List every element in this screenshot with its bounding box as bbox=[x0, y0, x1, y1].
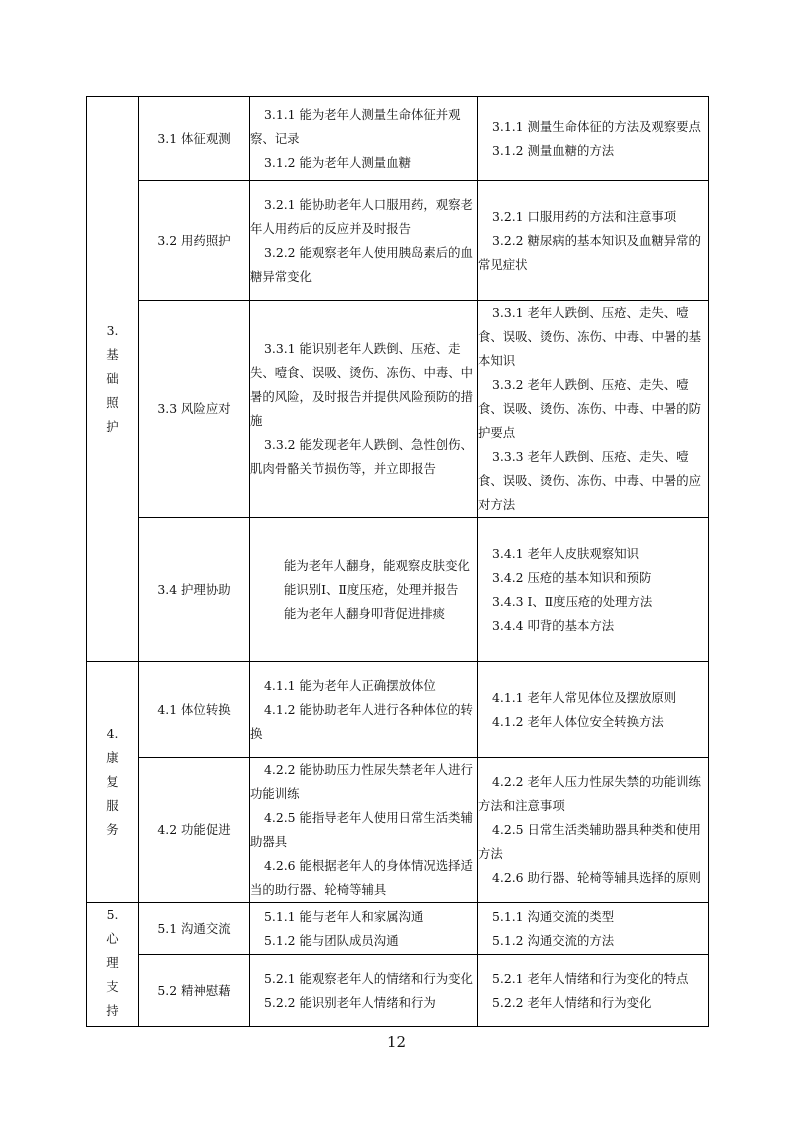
sub-item-name: 3.1 体征观测 bbox=[139, 97, 250, 181]
table-row bbox=[87, 955, 709, 1027]
related-knowledge: 5.2.1 老年人情绪和行为变化的特点 5.2.2 老年人情绪和行为变化 bbox=[478, 955, 709, 1027]
related-knowledge: 4.2.2 老年人压力性尿失禁的功能训练方法和注意事项 4.2.5 日常生活类辅助器具种类和使用方法 4.2.6 助行器、轮椅等辅具选择的原则 bbox=[478, 758, 709, 903]
skills-table bbox=[86, 96, 709, 1027]
skill-requirements: 4.2.2 能协助压力性尿失禁老年人进行功能训练 4.2.5 能指导老年人使用日常生活类辅助器具 4.2.6 能根据老年人的身体情况选择适当的助行器、轮椅等辅具 bbox=[250, 758, 478, 903]
sub-item-name: 4.1 体位转换 bbox=[139, 662, 250, 758]
skill-requirements: 5.2.1 能观察老年人的情绪和行为变化 5.2.2 能识别老年人情绪和行为 bbox=[250, 955, 478, 1027]
related-knowledge: 3.3.1 老年人跌倒、压疮、走失、噎食、误吸、烫伤、冻伤、中毒、中暑的基本知识 3.3.2 老年人跌倒、压疮、走失、噎食、误吸、烫伤、冻伤、中毒、中暑的防护要点 3.3.3 老年人跌倒、压疮、走失、噎食、误吸、烫伤、冻伤、中毒、中暑的应对方法 bbox=[478, 301, 709, 518]
related-knowledge: 3.4.1 老年人皮肤观察知识 3.4.2 压疮的基本知识和预防 3.4.3 Ⅰ、Ⅱ度压疮的处理方法 3.4.4 叩背的基本方法 bbox=[478, 518, 709, 662]
sub-item-name: 3.2 用药照护 bbox=[139, 181, 250, 301]
skill-requirements: 3.3.1 能识别老年人跌倒、压疮、走失、噎食、误吸、烫伤、冻伤、中毒、中暑的风险，及时报告并提供风险预防的措施 3.3.2 能发现老年人跌倒、急性创伤、肌肉骨骼关节损伤等，并立即报告 bbox=[250, 301, 478, 518]
category-cell: 5. 心 理 支 持 bbox=[87, 903, 139, 1027]
related-knowledge: 3.2.1 口服用药的方法和注意事项 3.2.2 糖尿病的基本知识及血糖异常的常见症状 bbox=[478, 181, 709, 301]
table-row bbox=[87, 518, 709, 662]
skill-requirements: 能为老年人翻身，能观察皮肤变化 能识别Ⅰ、Ⅱ度压疮，处理并报告 能为老年人翻身叩背促进排痰 bbox=[250, 518, 478, 662]
skill-requirements: 3.2.1 能协助老年人口服用药，观察老年人用药后的反应并及时报告 3.2.2 能观察老年人使用胰岛素后的血糖异常变化 bbox=[250, 181, 478, 301]
sub-item-name: 3.4 护理协助 bbox=[139, 518, 250, 662]
related-knowledge: 3.1.1 测量生命体征的方法及观察要点 3.1.2 测量血糖的方法 bbox=[478, 97, 709, 181]
sub-item-name: 4.2 功能促进 bbox=[139, 758, 250, 903]
table-row bbox=[87, 758, 709, 903]
table-row bbox=[87, 301, 709, 518]
table-row bbox=[87, 97, 709, 181]
table-row bbox=[87, 903, 709, 955]
sub-item-name: 3.3 风险应对 bbox=[139, 301, 250, 518]
table-row bbox=[87, 662, 709, 758]
sub-item-name: 5.1 沟通交流 bbox=[139, 903, 250, 955]
category-cell: 4. 康 复 服 务 bbox=[87, 662, 139, 903]
related-knowledge: 4.1.1 老年人常见体位及摆放原则 4.1.2 老年人体位安全转换方法 bbox=[478, 662, 709, 758]
sub-item-name: 5.2 精神慰藉 bbox=[139, 955, 250, 1027]
page-number: 12 bbox=[386, 1033, 407, 1051]
related-knowledge: 5.1.1 沟通交流的类型 5.1.2 沟通交流的方法 bbox=[478, 903, 709, 955]
category-cell: 3. 基 础 照 护 bbox=[87, 97, 139, 662]
skill-requirements: 4.1.1 能为老年人正确摆放体位 4.1.2 能协助老年人进行各种体位的转换 bbox=[250, 662, 478, 758]
table-row bbox=[87, 181, 709, 301]
skill-requirements: 3.1.1 能为老年人测量生命体征并观察、记录 3.1.2 能为老年人测量血糖 bbox=[250, 97, 478, 181]
skill-requirements: 5.1.1 能与老年人和家属沟通 5.1.2 能与团队成员沟通 bbox=[250, 903, 478, 955]
